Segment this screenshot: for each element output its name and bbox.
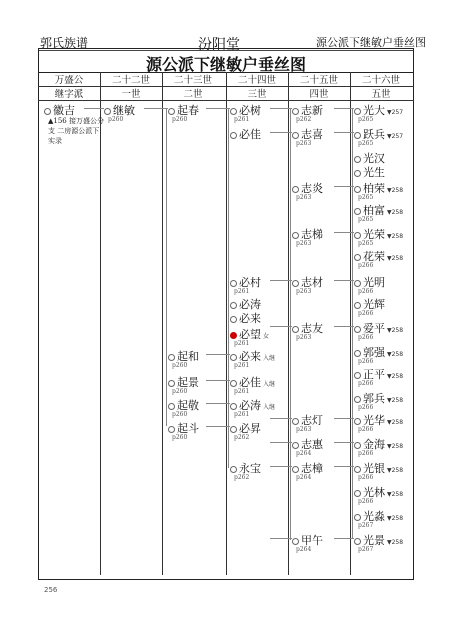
- connector-line: [270, 442, 292, 443]
- node-dot: [354, 396, 361, 403]
- person-name: 必村: [239, 276, 261, 289]
- node-dot: [354, 186, 361, 193]
- node-dot: [292, 280, 299, 287]
- page-ref: p261: [234, 288, 250, 295]
- connector-line: [334, 108, 354, 109]
- person-name: 必树: [239, 104, 261, 117]
- node-dot: [354, 254, 361, 261]
- node-dot: [230, 280, 237, 287]
- node-dot: [354, 170, 361, 177]
- person-name: 起斗: [177, 422, 199, 435]
- person-node: [230, 310, 261, 326]
- person-name: 光明: [363, 276, 385, 289]
- node-dot: [292, 326, 299, 333]
- person-name: 必涛: [239, 399, 261, 412]
- node-dot: [230, 354, 237, 361]
- connector-line: [206, 426, 230, 427]
- relation-tag: 女: [263, 333, 270, 340]
- person-name: 金海: [363, 438, 385, 451]
- col-line-3: [226, 100, 227, 575]
- person-name: 志新: [301, 104, 323, 117]
- continuation-ref: ▼258: [387, 515, 404, 522]
- continuation-ref: ▼258: [387, 443, 404, 450]
- person-name: 柏富: [363, 204, 385, 217]
- page-ref: p263: [296, 426, 312, 433]
- person-name: 光汉: [363, 152, 385, 165]
- node-dot: [354, 490, 361, 497]
- person-name: 永宝: [239, 462, 261, 475]
- col-line-2: [162, 100, 163, 575]
- page-ref: p265: [358, 240, 374, 247]
- page-ref: p263: [296, 240, 312, 247]
- lin-col-3: 三世: [247, 89, 267, 100]
- person-name: 志材: [301, 276, 323, 289]
- person-name: 志喜: [301, 128, 323, 141]
- continuation-ref: ▼258: [387, 491, 404, 498]
- continuation-ref: ▼258: [387, 233, 404, 240]
- connector-line: [334, 466, 354, 467]
- page-ref: p266: [358, 288, 374, 295]
- connector-line: [334, 418, 354, 419]
- page-ref: p261: [234, 362, 250, 369]
- node-dot: [354, 372, 361, 379]
- person-node: [354, 164, 385, 180]
- col-line-1: [100, 100, 101, 575]
- person-name: 柏荣: [363, 182, 385, 195]
- page-ref: p265: [358, 216, 374, 223]
- node-dot: [292, 186, 299, 193]
- person-name: 甲午: [301, 534, 323, 547]
- branch-line: [290, 108, 291, 540]
- connector-line: [270, 418, 292, 419]
- continuation-ref: ▼258: [387, 373, 404, 380]
- person-name: 志炎: [301, 182, 323, 195]
- node-dot: [44, 108, 51, 115]
- person-name: 起春: [177, 104, 199, 117]
- page-ref: p267: [358, 546, 374, 553]
- person-name: 光景: [363, 534, 385, 547]
- person-name: 志友: [301, 322, 323, 335]
- connector-line: [206, 380, 230, 381]
- continuation-ref: ▼258: [387, 351, 404, 358]
- lin-col-0: 继字派: [54, 89, 84, 100]
- continuation-ref: ▼257: [387, 109, 404, 116]
- node-dot: [292, 232, 299, 239]
- page-ref: p266: [358, 426, 374, 433]
- node-dot: [168, 426, 175, 433]
- page-ref: p263: [296, 194, 312, 201]
- lin-col-2: 二世: [183, 89, 203, 100]
- page-ref: p266: [358, 498, 374, 505]
- node-dot: [354, 302, 361, 309]
- page-ref: p263: [296, 334, 312, 341]
- person-name: 起敬: [177, 399, 199, 412]
- person-name: 志灯: [301, 414, 323, 427]
- page-ref: p266: [358, 450, 374, 457]
- person-name: 光林: [363, 486, 385, 499]
- person-name: 郭强: [363, 346, 385, 359]
- branch-line: [352, 108, 353, 538]
- relation-tag: 入继: [263, 404, 276, 411]
- continuation-ref: ▼258: [387, 255, 404, 262]
- page-ref: p266: [358, 334, 374, 341]
- node-dot: [292, 538, 299, 545]
- continuation-ref: ▼258: [387, 187, 404, 194]
- person-node: [230, 126, 261, 142]
- gen-col-3: 二十四世: [237, 75, 276, 86]
- node-dot: [230, 108, 237, 115]
- node-dot: [230, 302, 237, 309]
- col-line-4: [288, 100, 289, 575]
- person-name: 光大: [363, 104, 385, 117]
- person-name: 爱平: [363, 322, 385, 335]
- node-dot: [354, 350, 361, 357]
- page-ref: p262: [234, 434, 250, 441]
- chart-title: 源公派下继敏户垂丝图: [145, 55, 306, 74]
- gen-col-0: 万盛公: [54, 75, 84, 86]
- connector-line: [334, 280, 354, 281]
- connector-line: [270, 280, 292, 281]
- person-name: 正平: [363, 368, 385, 381]
- node-dot: [168, 354, 175, 361]
- page-ref: p260: [172, 434, 188, 441]
- continuation-ref: ▼258: [387, 327, 404, 334]
- page-ref: p266: [358, 262, 374, 269]
- gen-col-2: 二十三世: [173, 75, 212, 86]
- person-name: 必来: [239, 312, 261, 325]
- person-name: 花荣: [363, 250, 385, 263]
- person-name: 必佳: [239, 376, 261, 389]
- continuation-ref: ▼258: [387, 539, 404, 546]
- node-dot: [292, 466, 299, 473]
- node-dot: [230, 332, 237, 339]
- page-ref: p266: [358, 380, 374, 387]
- page-ref: p265: [358, 116, 374, 123]
- page-ref: p263: [296, 140, 312, 147]
- node-dot: [354, 108, 361, 115]
- page-ref: p266: [358, 358, 374, 365]
- page-ref: p261: [234, 388, 250, 395]
- person-name: 志梯: [301, 228, 323, 241]
- branch-line: [166, 108, 167, 426]
- col-divider-2: [162, 72, 163, 100]
- node-dot: [354, 538, 361, 545]
- page-ref: p266: [358, 310, 374, 317]
- lineage-note: ▲156 接万盛公分支 二房源公派下 实录: [48, 117, 104, 145]
- connector-line: [270, 326, 292, 327]
- connector-line: [334, 232, 354, 233]
- relation-tag: 入继: [263, 381, 276, 388]
- gen-col-1: 二十二世: [111, 75, 150, 86]
- page-ref: p261: [234, 340, 250, 347]
- node-dot: [230, 466, 237, 473]
- node-dot: [104, 108, 111, 115]
- person-name: 必佳: [239, 128, 261, 141]
- person-name: 起景: [177, 376, 199, 389]
- header-family-book: 郭氏族谱: [40, 36, 89, 50]
- page-ref: p264: [296, 546, 312, 553]
- lin-col-1: 一世: [121, 89, 141, 100]
- continuation-ref: ▼258: [387, 419, 404, 426]
- node-dot: [354, 280, 361, 287]
- node-dot: [354, 442, 361, 449]
- person-name: 跃兵: [363, 128, 385, 141]
- page-ref: p260: [108, 116, 124, 123]
- person-name: 光荣: [363, 228, 385, 241]
- connector-line: [206, 354, 230, 355]
- page-ref: p260: [172, 411, 188, 418]
- node-dot: [292, 418, 299, 425]
- page-ref: p266: [358, 474, 374, 481]
- relation-tag: 入继: [263, 355, 276, 362]
- node-dot: [230, 403, 237, 410]
- node-dot: [168, 108, 175, 115]
- col-divider-3: [226, 72, 227, 100]
- page-ref: p262: [296, 116, 312, 123]
- page-ref: p265: [358, 194, 374, 201]
- node-dot: [354, 156, 361, 163]
- page-ref: p264: [296, 450, 312, 457]
- node-dot: [354, 418, 361, 425]
- node-dot: [354, 208, 361, 215]
- connector-line: [206, 403, 230, 404]
- connector-line: [270, 466, 292, 467]
- node-dot: [230, 380, 237, 387]
- connector-line: [144, 108, 168, 109]
- person-name: 必昇: [239, 422, 261, 435]
- lin-col-4: 四世: [309, 89, 329, 100]
- connector-line: [334, 538, 354, 539]
- person-name: 志樟: [301, 462, 323, 475]
- person-name: 光华: [363, 414, 385, 427]
- continuation-ref: ▼258: [387, 397, 404, 404]
- connector-line: [84, 108, 104, 109]
- connector-line: [334, 132, 354, 133]
- page-ref: p260: [172, 388, 188, 395]
- node-dot: [292, 442, 299, 449]
- node-dot: [354, 466, 361, 473]
- person-name: 徽吉: [53, 104, 75, 117]
- node-dot: [354, 326, 361, 333]
- node-dot: [168, 403, 175, 410]
- node-dot: [292, 108, 299, 115]
- continuation-ref: ▼258: [387, 209, 404, 216]
- person-name: 光淼: [363, 510, 385, 523]
- page-ref: p261: [234, 411, 250, 418]
- person-name: 郭兵: [363, 392, 385, 405]
- page-number: 256: [44, 586, 58, 594]
- person-name: 志惠: [301, 438, 323, 451]
- node-dot: [168, 380, 175, 387]
- col-divider-5: [350, 72, 351, 100]
- page-ref: p267: [358, 522, 374, 529]
- col-line-5: [350, 100, 351, 575]
- person-name: 光银: [363, 462, 385, 475]
- person-name: 必涛: [239, 298, 261, 311]
- connector-line: [270, 108, 292, 109]
- node-dot: [230, 426, 237, 433]
- page-ref: p260: [172, 116, 188, 123]
- page-ref: p260: [172, 362, 188, 369]
- branch-line: [228, 108, 229, 468]
- node-dot: [354, 232, 361, 239]
- connector-line: [334, 442, 354, 443]
- continuation-ref: ▼257: [387, 133, 404, 140]
- connector-line: [270, 538, 292, 539]
- node-dot: [354, 514, 361, 521]
- connector-line: [334, 326, 354, 327]
- connector-line: [334, 186, 354, 187]
- person-name: 光辉: [363, 298, 385, 311]
- lin-col-5: 五世: [371, 89, 391, 100]
- person-name: 必来: [239, 350, 261, 363]
- page-ref: p261: [234, 116, 250, 123]
- person-name: 起和: [177, 350, 199, 363]
- page-ref: p264: [296, 474, 312, 481]
- page-ref: p263: [296, 288, 312, 295]
- connector-line: [206, 108, 230, 109]
- connector-line: [270, 132, 292, 133]
- col-divider-4: [288, 72, 289, 100]
- header-hall-name: 汾阳堂: [198, 37, 240, 53]
- person-name: 继敏: [113, 104, 135, 117]
- header-chart-name: 源公派下继敏户垂丝图: [316, 36, 426, 49]
- gen-col-5: 二十六世: [361, 75, 400, 86]
- person-name: 必望: [239, 328, 261, 341]
- node-dot: [354, 132, 361, 139]
- node-dot: [230, 316, 237, 323]
- continuation-ref: ▼258: [387, 467, 404, 474]
- col-divider-1: [100, 72, 101, 100]
- node-dot: [230, 132, 237, 139]
- person-name: 光生: [363, 166, 385, 179]
- page-ref: p266: [358, 404, 374, 411]
- page-ref: p262: [234, 474, 250, 481]
- page-ref: p265: [358, 140, 374, 147]
- node-dot: [292, 132, 299, 139]
- gen-col-4: 二十五世: [299, 75, 338, 86]
